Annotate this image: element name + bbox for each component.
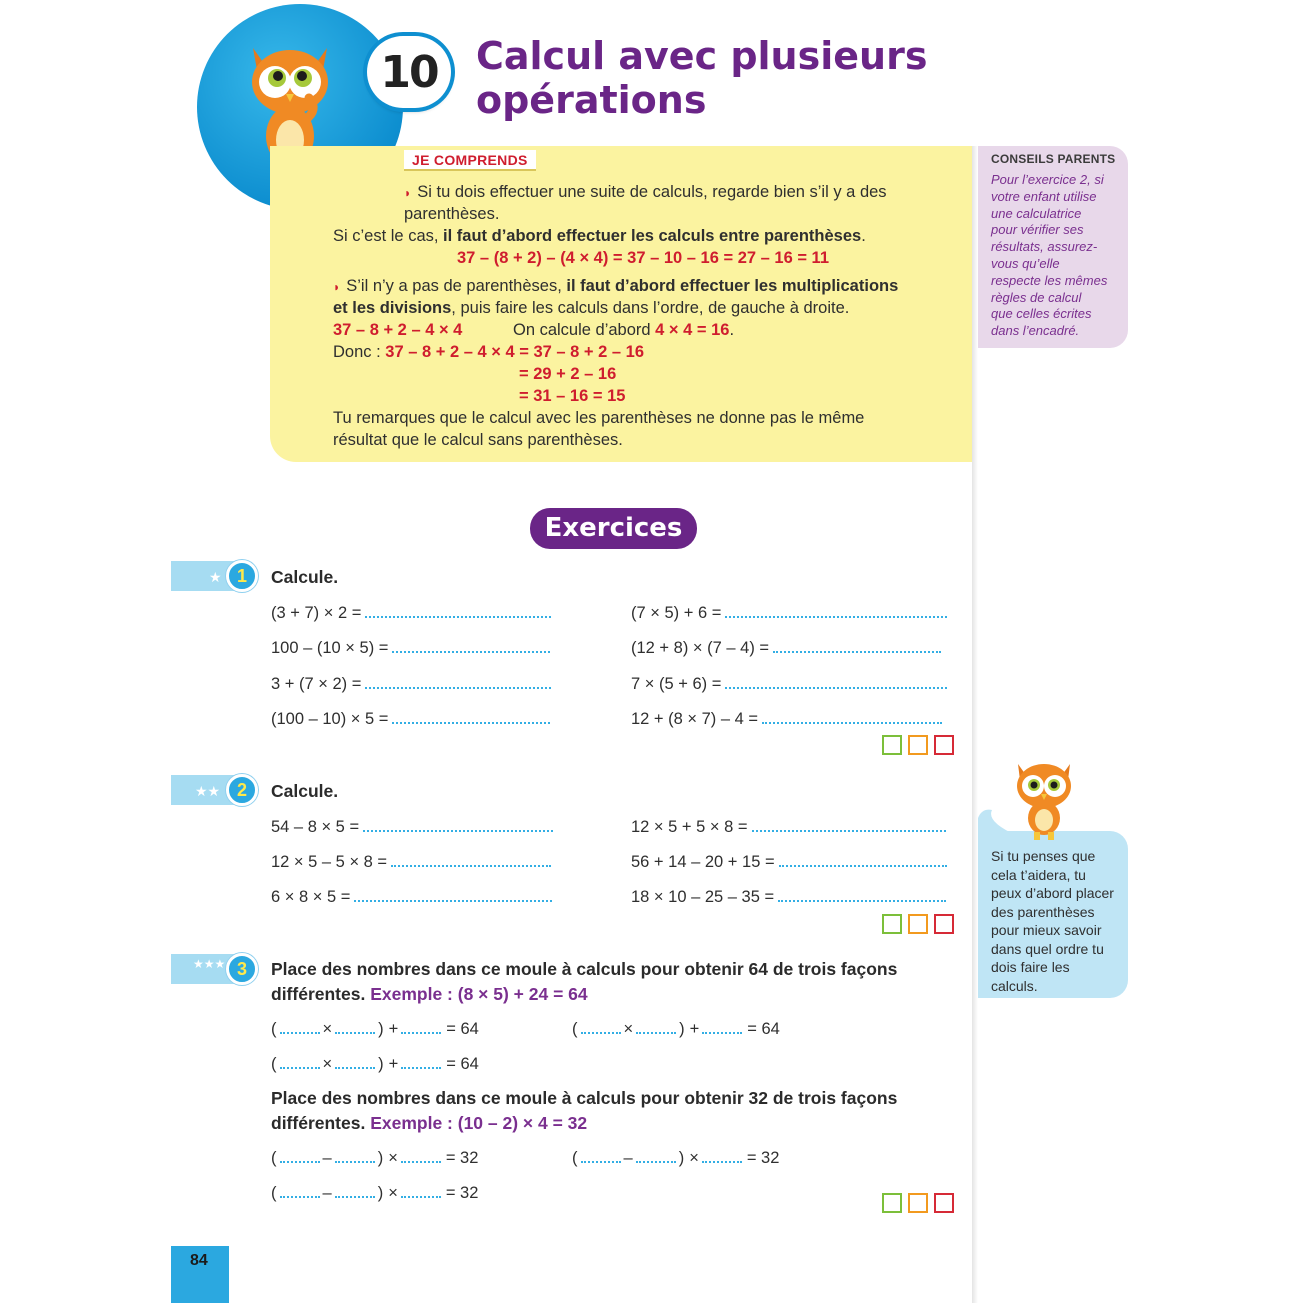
- ex1-item: (100 – 10) × 5 =: [271, 708, 550, 730]
- comprends-p1-line1: ◗ Si tu dois effectuer une suite de calculs, regarde bien s’il y a des: [404, 183, 887, 201]
- exercise-1-title: Calcule.: [271, 567, 339, 587]
- number-blank[interactable]: [335, 1184, 375, 1198]
- exercise-3a-instructions: Place des nombres dans ce moule à calculs pour obtenir 64 de trois façons différentes. Exemple : (8 × 5) + 24 = 64: [271, 959, 898, 1004]
- check-box-red[interactable]: [934, 914, 954, 934]
- difficulty-stars-icon: ★★: [195, 783, 221, 799]
- lesson-title: [476, 34, 956, 122]
- comprends-p2: Si c’est le cas, il faut d’abord effectuer les calculs entre parenthèses.: [333, 227, 866, 245]
- number-blank[interactable]: [401, 1020, 441, 1034]
- ex1-item: (7 × 5) + 6 =: [631, 602, 947, 624]
- tip-bubble: Si tu penses que cela t’aidera, tu peux d’abord placer des parenthèses pour mieux savoir dans quel ordre tu dois faire les calculs.: [978, 831, 1128, 998]
- number-blank[interactable]: [401, 1055, 441, 1069]
- comprends-p4-line1: Tu remarques que le calcul avec les parenthèses ne donne pas le même: [333, 409, 865, 427]
- exercise-3a-example: Exemple : (8 × 5) + 24 = 64: [370, 984, 588, 1004]
- check-box-orange[interactable]: [908, 914, 928, 934]
- difficulty-stars-icon: ★: [209, 569, 222, 585]
- comprends-p4-line2: résultat que le calcul sans parenthèses.: [333, 431, 623, 449]
- check-box-green[interactable]: [882, 735, 902, 755]
- comprends-p1-line2: parenthèses.: [404, 205, 500, 223]
- exercise-3b-instructions: Place des nombres dans ce moule à calculs pour obtenir 32 de trois façons différentes. Exemple : (10 – 2) × 4 = 32: [271, 1088, 898, 1133]
- ex1-item: (3 + 7) × 2 =: [271, 602, 551, 624]
- lesson-title-line1: Calcul avec plusieurs: [476, 34, 928, 78]
- comprends-donc-line1: Donc : 37 – 8 + 2 – 4 × 4 = 37 – 8 + 2 – 16: [333, 343, 644, 361]
- number-blank[interactable]: [636, 1149, 676, 1163]
- ex3b-template: ( – ) × = 32: [271, 1149, 479, 1167]
- number-blank[interactable]: [702, 1020, 742, 1034]
- answer-blank[interactable]: [365, 604, 551, 618]
- comprends-donc-line2: = 29 + 2 – 16: [519, 365, 617, 383]
- ex2-item: 54 – 8 × 5 =: [271, 816, 553, 838]
- answer-blank[interactable]: [392, 639, 550, 653]
- lesson-number-badge: [367, 36, 451, 108]
- ex3a-template: ( × ) + = 64: [271, 1055, 479, 1073]
- answer-blank[interactable]: [778, 888, 946, 902]
- conseils-text: Pour l’exercice 2, si votre enfant utilise une calculatrice pour vérifier ses résultats, assurez- vous qu’elle respecte les mêmes règles de calcul que celles écrites dans l’encadré.: [991, 172, 1108, 339]
- exercise-3b-example: Exemple : (10 – 2) × 4 = 32: [370, 1113, 588, 1133]
- comprends-example-1: 37 – (8 + 2) – (4 × 4) = 37 – 10 – 16 = 27 – 16 = 11: [457, 249, 829, 267]
- ex3a-template: ( × ) + = 64: [271, 1020, 479, 1038]
- lesson-number: 10: [380, 46, 438, 98]
- check-box-red[interactable]: [934, 1193, 954, 1213]
- number-blank[interactable]: [401, 1184, 441, 1198]
- ex2-item: 12 × 5 – 5 × 8 =: [271, 851, 551, 873]
- answer-blank[interactable]: [752, 818, 946, 832]
- bullet-icon: ◗: [404, 186, 412, 200]
- je-comprends-tag: JE COMPRENDS: [404, 150, 536, 171]
- check-box-orange[interactable]: [908, 735, 928, 755]
- number-blank[interactable]: [280, 1184, 320, 1198]
- answer-blank[interactable]: [365, 675, 551, 689]
- number-blank[interactable]: [280, 1020, 320, 1034]
- ex2-item: 18 × 10 – 25 – 35 =: [631, 886, 946, 908]
- number-blank[interactable]: [335, 1149, 375, 1163]
- ex3a-template: ( × ) + = 64: [572, 1020, 780, 1038]
- comprends-example-2-note: On calcule d’abord 4 × 4 = 16.: [513, 321, 735, 339]
- number-blank[interactable]: [702, 1149, 742, 1163]
- ex1-item: 3 + (7 × 2) =: [271, 673, 551, 695]
- ex1-item: (12 + 8) × (7 – 4) =: [631, 637, 941, 659]
- page-number: 84: [171, 1246, 229, 1303]
- check-box-orange[interactable]: [908, 1193, 928, 1213]
- ex1-item: 12 + (8 × 7) – 4 =: [631, 708, 942, 730]
- ex2-item: 12 × 5 + 5 × 8 =: [631, 816, 946, 838]
- lesson-title-line2: opérations: [476, 78, 707, 122]
- ex3b-template: ( – ) × = 32: [572, 1149, 780, 1167]
- answer-blank[interactable]: [392, 710, 550, 724]
- answer-blank[interactable]: [725, 604, 947, 618]
- number-blank[interactable]: [581, 1020, 621, 1034]
- number-blank[interactable]: [280, 1055, 320, 1069]
- number-blank[interactable]: [280, 1149, 320, 1163]
- comprends-example-2: 37 – 8 + 2 – 4 × 4: [333, 321, 463, 339]
- ex1-item: 7 × (5 + 6) =: [631, 673, 947, 695]
- exercices-heading: Exercices: [530, 508, 697, 549]
- answer-blank[interactable]: [779, 853, 947, 867]
- exercise-2-title: Calcule.: [271, 781, 339, 801]
- check-box-green[interactable]: [882, 1193, 902, 1213]
- self-assessment-boxes: [882, 735, 954, 755]
- comprends-donc-line3: = 31 – 16 = 15: [519, 387, 626, 405]
- exercise-1-number: 1: [226, 560, 258, 592]
- ex2-item: 56 + 14 – 20 + 15 =: [631, 851, 947, 873]
- number-blank[interactable]: [401, 1149, 441, 1163]
- difficulty-stars-icon: ★★★: [193, 957, 226, 971]
- comprends-p3-line1: ◗ S’il n’y a pas de parenthèses, il faut d’abord effectuer les multiplications: [333, 277, 899, 295]
- number-blank[interactable]: [636, 1020, 676, 1034]
- answer-blank[interactable]: [391, 853, 551, 867]
- answer-blank[interactable]: [762, 710, 942, 724]
- conseils-parents-box: [978, 146, 1128, 348]
- comprends-p3-line2: et les divisions, puis faire les calculs dans l’ordre, de gauche à droite.: [333, 299, 850, 317]
- number-blank[interactable]: [335, 1055, 375, 1069]
- answer-blank[interactable]: [354, 888, 552, 902]
- number-blank[interactable]: [581, 1149, 621, 1163]
- ex1-item: 100 – (10 × 5) =: [271, 637, 550, 659]
- answer-blank[interactable]: [725, 675, 947, 689]
- self-assessment-boxes: [882, 1193, 954, 1213]
- owl-mascot-small-icon: [1012, 760, 1076, 840]
- ex2-item: 6 × 8 × 5 =: [271, 886, 552, 908]
- check-box-red[interactable]: [934, 735, 954, 755]
- exercise-2-number: 2: [226, 774, 258, 806]
- answer-blank[interactable]: [773, 639, 941, 653]
- ex3b-template: ( – ) × = 32: [271, 1184, 479, 1202]
- answer-blank[interactable]: [363, 818, 553, 832]
- number-blank[interactable]: [335, 1020, 375, 1034]
- exercise-3-number: 3: [226, 953, 258, 985]
- self-assessment-boxes: [882, 914, 954, 934]
- bullet-icon: ◗: [333, 280, 341, 294]
- conseils-title: CONSEILS PARENTS: [991, 152, 1116, 166]
- check-box-green[interactable]: [882, 914, 902, 934]
